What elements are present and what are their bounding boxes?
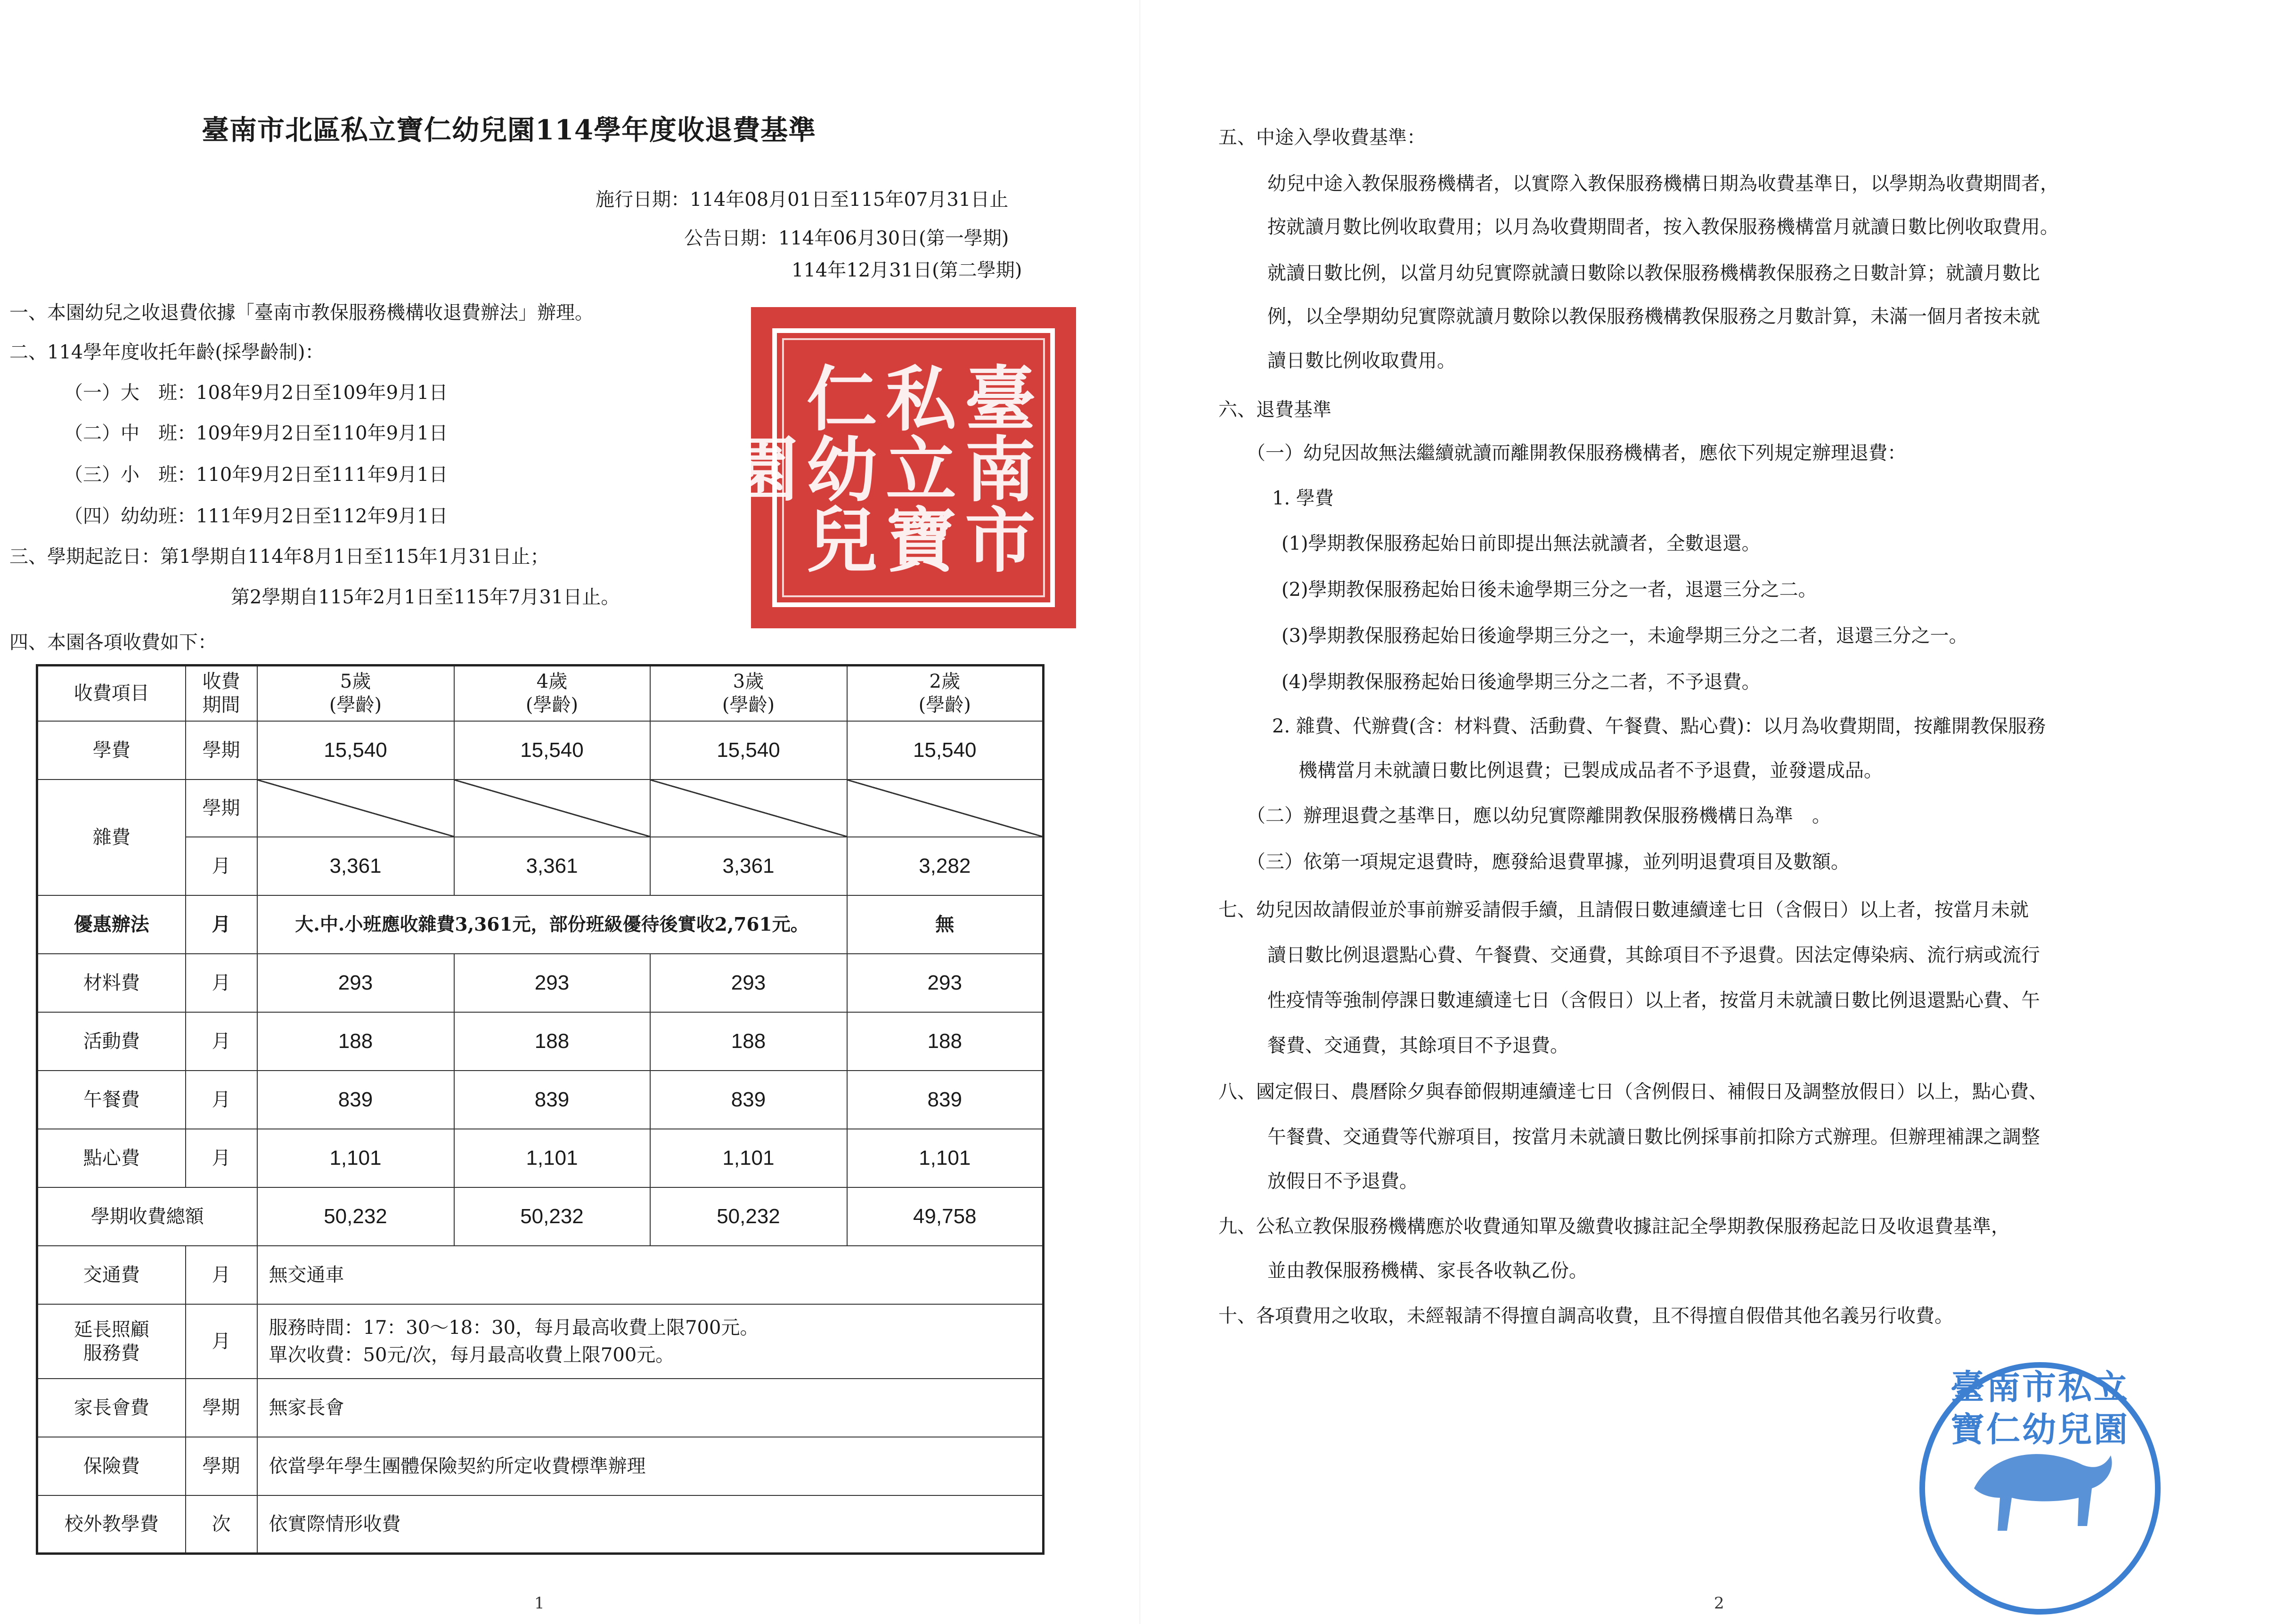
age-class-list-item: （三）小 班：110年9月2日至111年9月1日 xyxy=(64,464,448,486)
row-period: 月 xyxy=(186,1071,257,1129)
seal-lettering: 臺南市私立寶仁幼兒園 xyxy=(715,362,1036,574)
row-period: 學期 xyxy=(186,721,257,780)
cell-value: 3,361 xyxy=(454,837,650,895)
page-one xyxy=(0,0,1140,1624)
row-label: 保險費 xyxy=(37,1437,186,1495)
cell-value: 839 xyxy=(257,1071,454,1129)
row-label: 活動費 xyxy=(37,1012,186,1071)
row-label: 雜費 xyxy=(37,780,186,895)
misc-refund-line: 機構當月未就讀日數比例退費；已製成成品者不予退費，並發還成品。 xyxy=(1298,760,1883,781)
cell-value: 1,101 xyxy=(454,1129,650,1187)
age-label: 2歲 xyxy=(929,671,960,693)
row-period: 次 xyxy=(186,1495,257,1553)
cell-value: 1,101 xyxy=(650,1129,847,1187)
clause-seven-line: 七、幼兒因故請假並於事前辦妥請假手續，且請假日數連續達七日（含假日）以上者，按當月未就 xyxy=(1218,899,2029,921)
row-period: 月 xyxy=(186,954,257,1012)
age-sub-label: (學齡) xyxy=(722,694,775,716)
table-row xyxy=(37,721,1044,780)
clause-six-sub-three: （三）依第一項規定退費時，應發給退費單據，並列明退費項目及數額。 xyxy=(1247,851,1850,873)
cell-value: 1,101 xyxy=(847,1129,1044,1187)
table-row xyxy=(37,1012,1044,1071)
row-period: 學期 xyxy=(186,1437,257,1495)
table-row xyxy=(37,895,1044,954)
clause-three-line-two: 第2學期自115年2月1日至115年7月31日止。 xyxy=(231,586,620,608)
row-label: 家長會費 xyxy=(37,1379,186,1437)
tuition-refund-item: (4)學期教保服務起始日後逾學期三分之二者，不予退費。 xyxy=(1281,671,1761,693)
row-period: 月 xyxy=(186,1246,257,1304)
row-label: 材料費 xyxy=(37,954,186,1012)
clause-five-line: 就讀日數比例，以當月幼兒實際就讀日數除以教保服務機構教保服務之日數計算；就讀月數比 xyxy=(1267,262,2040,284)
cell-value: 50,232 xyxy=(454,1187,650,1246)
cell-value: 3,361 xyxy=(650,837,847,895)
table-row xyxy=(37,1071,1044,1129)
header-item: 收費項目 xyxy=(37,666,186,721)
kindergarten-blue-stamp xyxy=(1903,1347,2177,1620)
row-label-line: 服務費 xyxy=(83,1342,140,1364)
cell-value: 3,361 xyxy=(257,837,454,895)
cell-value: 188 xyxy=(847,1012,1044,1071)
tuition-refund-heading: 1. 學費 xyxy=(1272,487,1334,509)
clause-four: 四、本園各項收費如下： xyxy=(9,632,217,653)
cell-value: 839 xyxy=(454,1071,650,1129)
header-age-2 xyxy=(847,666,1044,721)
discount-text: 大.中.小班應收雜費3,361元，部份班級優待後實收2,761元。 xyxy=(257,895,847,954)
table-row xyxy=(37,954,1044,1012)
cell-value: 293 xyxy=(257,954,454,1012)
row-period: 月 xyxy=(186,1012,257,1071)
row-text: 依當學年學生團體保險契約所定收費標準辦理 xyxy=(257,1437,1044,1495)
tuition-refund-item: (3)學期教保服務起始日後逾學期三分之一，未逾學期三分之二者，退還三分之一。 xyxy=(1281,625,1968,647)
clause-six-heading: 六、退費基準 xyxy=(1218,399,1331,421)
announce-date-first: 公告日期：114年06月30日(第一學期) xyxy=(684,227,1009,249)
clause-five-line: 幼兒中途入教保服務機構者，以實際入教保服務機構日期為收費基準日，以學期為收費期間者， xyxy=(1267,173,2059,195)
cell-value: 15,540 xyxy=(650,721,847,780)
age-class-list-item: （二）中 班：109年9月2日至110年9月1日 xyxy=(64,422,448,444)
clause-five-line: 例，以全學期幼兒實際就讀月數除以教保服務機構教保服務之月數計算，未滿一個月者按未就 xyxy=(1267,306,2040,327)
misc-refund-line: 2. 雜費、代辦費(含：材料費、活動費、午餐費、點心費)：以月為收費期間，按離開教保服務 xyxy=(1272,715,2046,737)
cell-value: 50,232 xyxy=(257,1187,454,1246)
row-text: 無交通車 xyxy=(257,1246,1044,1304)
row-text: 依實際情形收費 xyxy=(257,1495,1044,1553)
clause-five-line: 讀日數比例收取費用。 xyxy=(1267,350,1456,372)
cell-value: 188 xyxy=(257,1012,454,1071)
row-period: 月 xyxy=(186,895,257,954)
row-label: 點心費 xyxy=(37,1129,186,1187)
cell-value: 293 xyxy=(454,954,650,1012)
header-age-4 xyxy=(454,666,650,721)
table-row xyxy=(37,1129,1044,1187)
clause-one: 一、本園幼兒之收退費依據「臺南市教保服務機構收退費辦法」辦理。 xyxy=(9,302,594,324)
cell-value: 188 xyxy=(454,1012,650,1071)
age-sub-label: (學齡) xyxy=(525,694,579,716)
cell-value: 188 xyxy=(650,1012,847,1071)
page-number: 1 xyxy=(534,1594,545,1613)
row-text: 無家長會 xyxy=(257,1379,1044,1437)
header-age-5 xyxy=(257,666,454,721)
age-class-list-item: （一）大 班：108年9月2日至109年9月1日 xyxy=(64,382,448,404)
row-period: 月 xyxy=(186,837,257,895)
clause-six-sub-two: （二）辦理退費之基準日，應以幼兒實際離開教保服務機構日為準 。 xyxy=(1247,805,1831,827)
cell-value: 15,540 xyxy=(847,721,1044,780)
clause-two: 二、114學年度收托年齡(採學齡制)： xyxy=(9,341,324,363)
cell-value: 293 xyxy=(650,954,847,1012)
row-period: 月 xyxy=(186,1129,257,1187)
clause-three-line-one: 三、學期起訖日：第1學期自114年8月1日至115年1月31日止； xyxy=(9,546,549,568)
kindergarten-red-seal xyxy=(715,307,1076,628)
discount-none: 無 xyxy=(847,895,1044,954)
age-label: 3歲 xyxy=(733,671,764,693)
cell-value: 49,758 xyxy=(847,1187,1044,1246)
cell-value: 293 xyxy=(847,954,1044,1012)
table-row xyxy=(37,1379,1044,1437)
table-row xyxy=(37,1187,1044,1246)
clause-eight-line: 午餐費、交通費等代辦項目，按當月未就讀日數比例採事前扣除方式辦理。但辦理補課之調整 xyxy=(1267,1126,2040,1148)
diagonal-empty-cell xyxy=(454,780,650,837)
diagonal-empty-cell xyxy=(650,780,847,837)
row-period: 月 xyxy=(186,1304,257,1379)
row-label-line: 延長照顧 xyxy=(73,1319,149,1341)
age-label: 4歲 xyxy=(536,671,568,693)
row-label: 學期收費總額 xyxy=(37,1187,257,1246)
cell-value: 50,232 xyxy=(650,1187,847,1246)
clause-nine-line: 並由教保服務機構、家長各收執乙份。 xyxy=(1267,1260,1588,1282)
row-text xyxy=(257,1304,1044,1379)
clause-six-sub-one: （一）幼兒因故無法繼續就讀而離開教保服務機構者，應依下列規定辦理退費： xyxy=(1247,442,1906,464)
row-label: 交通費 xyxy=(37,1246,186,1304)
table-row xyxy=(37,780,1044,837)
clause-seven-line: 性疫情等強制停課日數連續達七日（含假日）以上者，按當月未就讀日數比例退還點心費、午 xyxy=(1267,990,2040,1011)
row-period: 學期 xyxy=(186,780,257,837)
table-row xyxy=(37,1495,1044,1553)
clause-five-heading: 五、中途入學收費基準： xyxy=(1218,127,1426,148)
diagonal-empty-cell xyxy=(847,780,1044,837)
clause-ten: 十、各項費用之收取，未經報請不得擅自調高收費，且不得擅自假借其他名義另行收費。 xyxy=(1218,1305,1953,1327)
clause-eight-line: 放假日不予退費。 xyxy=(1267,1170,1418,1192)
header-age-3 xyxy=(650,666,847,721)
age-sub-label: (學齡) xyxy=(329,694,382,716)
extended-care-line: 服務時間：17：30～18：30，每月最高收費上限700元。 xyxy=(269,1317,759,1339)
clause-nine-line: 九、公私立教保服務機構應於收費通知單及繳費收據註記全學期教保服務起訖日及收退費基準， xyxy=(1218,1216,2010,1237)
tuition-refund-item: (2)學期教保服務起始日後未逾學期三分之一者，退還三分之二。 xyxy=(1281,579,1817,601)
cell-value: 15,540 xyxy=(454,721,650,780)
age-class-list-item: （四）幼幼班：111年9月2日至112年9月1日 xyxy=(64,505,448,527)
clause-seven-line: 讀日數比例退還點心費、午餐費、交通費，其餘項目不予退費。因法定傳染病、流行病或流行 xyxy=(1267,944,2040,966)
header-period: 收費期間 xyxy=(186,666,257,721)
clause-seven-line: 餐費、交通費，其餘項目不予退費。 xyxy=(1267,1035,1569,1056)
clause-eight-line: 八、國定假日、農曆除夕與春節假期連續達七日（含例假日、補假日及調整放假日）以上，點心費、 xyxy=(1218,1081,2048,1103)
clause-five-line: 按就讀月數比例收取費用；以月為收費期間者，按入教保服務機構當月就讀日數比例收取費用。 xyxy=(1267,216,2059,238)
table-header-row xyxy=(37,666,1044,721)
table-row xyxy=(37,1437,1044,1495)
effective-date: 施行日期：114年08月01日至115年07月31日止 xyxy=(596,189,1009,211)
document-title: 臺南市北區私立寶仁幼兒園114學年度收退費基準 xyxy=(202,114,816,146)
age-label: 5歲 xyxy=(340,671,371,693)
table-row xyxy=(37,1246,1044,1304)
row-label: 午餐費 xyxy=(37,1071,186,1129)
age-sub-label: (學齡) xyxy=(918,694,971,716)
table-row xyxy=(37,837,1044,895)
cell-value: 839 xyxy=(847,1071,1044,1129)
tuition-refund-item: (1)學期教保服務起始日前即提出無法就讀者，全數退還。 xyxy=(1281,533,1761,554)
announce-date-second: 114年12月31日(第二學期) xyxy=(792,260,1022,281)
cell-value: 3,282 xyxy=(847,837,1044,895)
cell-value: 15,540 xyxy=(257,721,454,780)
cell-value: 839 xyxy=(650,1071,847,1129)
row-label xyxy=(37,1304,186,1379)
stamp-lettering: 臺南市私立寶仁幼兒園 xyxy=(1950,1367,2130,1449)
extended-care-line: 單次收費：50元/次，每月最高收費上限700元。 xyxy=(269,1344,675,1366)
page-number: 2 xyxy=(1714,1594,1724,1613)
table-row xyxy=(37,1304,1044,1379)
diagonal-empty-cell xyxy=(257,780,454,837)
row-period: 學期 xyxy=(186,1379,257,1437)
row-label: 優惠辦法 xyxy=(37,895,186,954)
fee-table xyxy=(36,664,1045,1555)
row-label: 校外教學費 xyxy=(37,1495,186,1553)
row-label: 學費 xyxy=(37,721,186,780)
cell-value: 1,101 xyxy=(257,1129,454,1187)
